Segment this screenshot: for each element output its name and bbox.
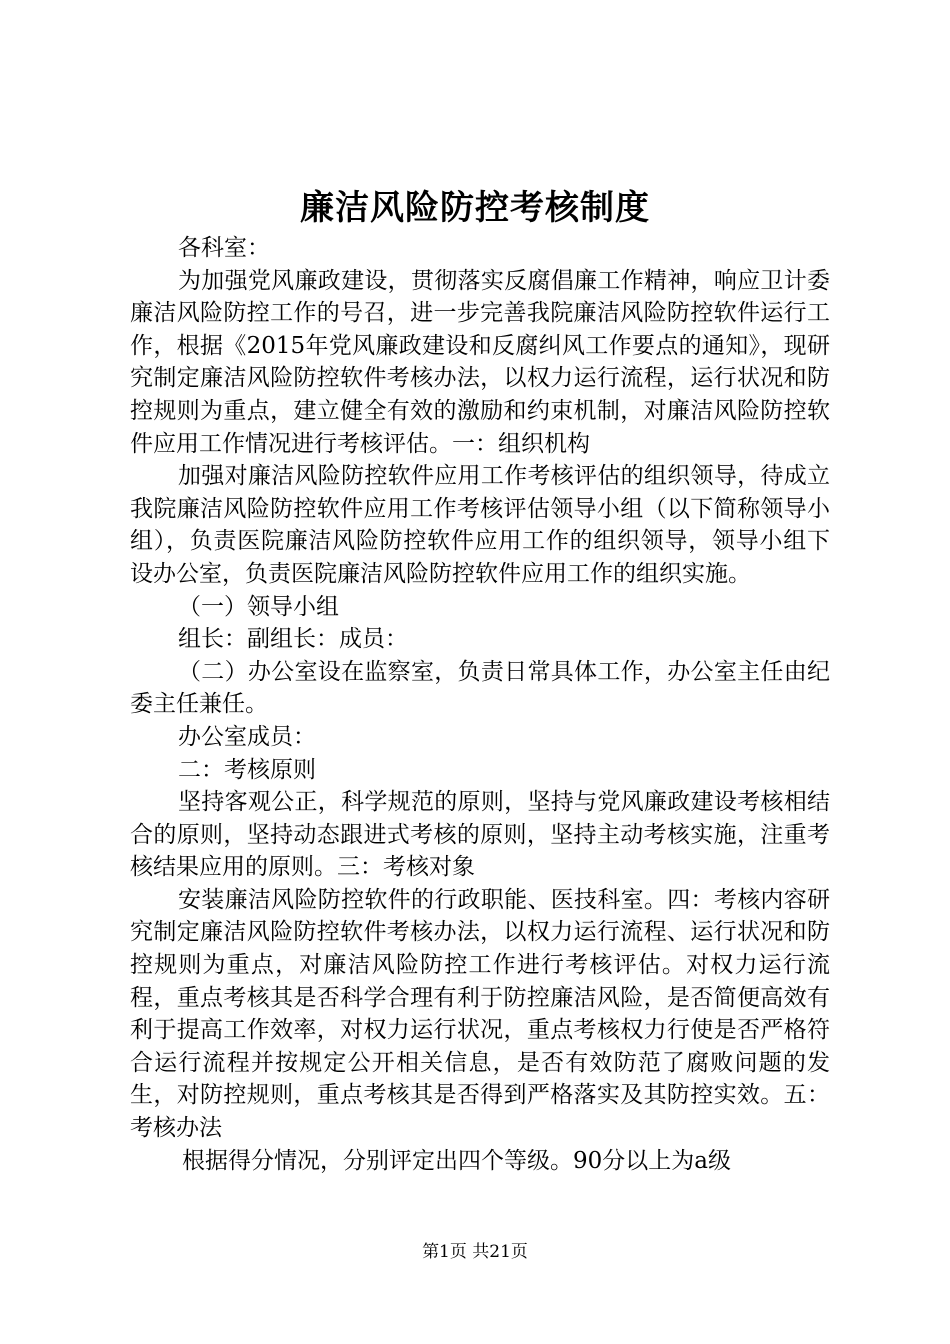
page-number-footer: 第1页 共21页	[422, 1242, 528, 1262]
office-paragraph: （二）办公室设在监察室，负责日常具体工作，办公室主任由纪委主任兼任。	[130, 658, 830, 718]
principles-heading: 二：考核原则	[178, 756, 316, 783]
intro-paragraph: 为加强党风廉政建设，贯彻落实反腐倡廉工作精神，响应卫计委廉洁风险防控工作的号召，进一步完善我院廉洁风险防控软件运行工作，根据《2015年党风廉政建设和反腐纠风工作要点的通知》，现研究制定廉洁风险防控软件考核办法，以权力运行流程，运行状况和防控规则为重点，建立健全有效的激励和约束机制，对廉洁风险防控软件应用工作情况进行考核评估。一：组织机构	[130, 267, 830, 457]
principles-paragraph: 坚持客观公正，科学规范的原则，坚持与党风廉政建设考核相结合的原则，坚持动态跟进式考核的原则，坚持主动考核实施，注重考核结果应用的原则。三：考核对象	[130, 789, 830, 881]
document-title: 廉洁风险防控考核制度	[300, 188, 650, 228]
organization-paragraph: 加强对廉洁风险防控软件应用工作考核评估的组织领导，待成立我院廉洁风险防控软件应用工作考核评估领导小组（以下简称领导小组），负责医院廉洁风险防控软件应用工作的组织领导，领导小组下设办公室，负责医院廉洁风险防控软件应用工作的组织实施。	[130, 463, 830, 587]
document-body	[130, 232, 830, 1177]
method-paragraph: 根据得分情况，分别评定出四个等级。90分以上为a级	[182, 1147, 731, 1174]
office-members: 办公室成员：	[178, 723, 316, 750]
leading-group-heading: （一）领导小组	[178, 593, 339, 620]
salutation-paragraph: 各科室：	[178, 235, 270, 261]
content-paragraph: 安装廉洁风险防控软件的行政职能、医技科室。四：考核内容研究制定廉洁风险防控软件考核办法，以权力运行流程、运行状况和防控规则为重点，对廉洁风险防控工作进行考核评估。对权力运行流程，重点考核其是否科学合理有利于防控廉洁风险，是否简便高效有利于提高工作效率，对权力运行状况，重点考核权力行使是否严格符合运行流程并按规定公开相关信息，是否有效防范了腐败问题的发生，对防控规则，重点考核其是否得到严格落实及其防控实效。五：考核办法	[130, 886, 830, 1142]
leading-group-members: 组长：副组长：成员：	[178, 626, 408, 653]
